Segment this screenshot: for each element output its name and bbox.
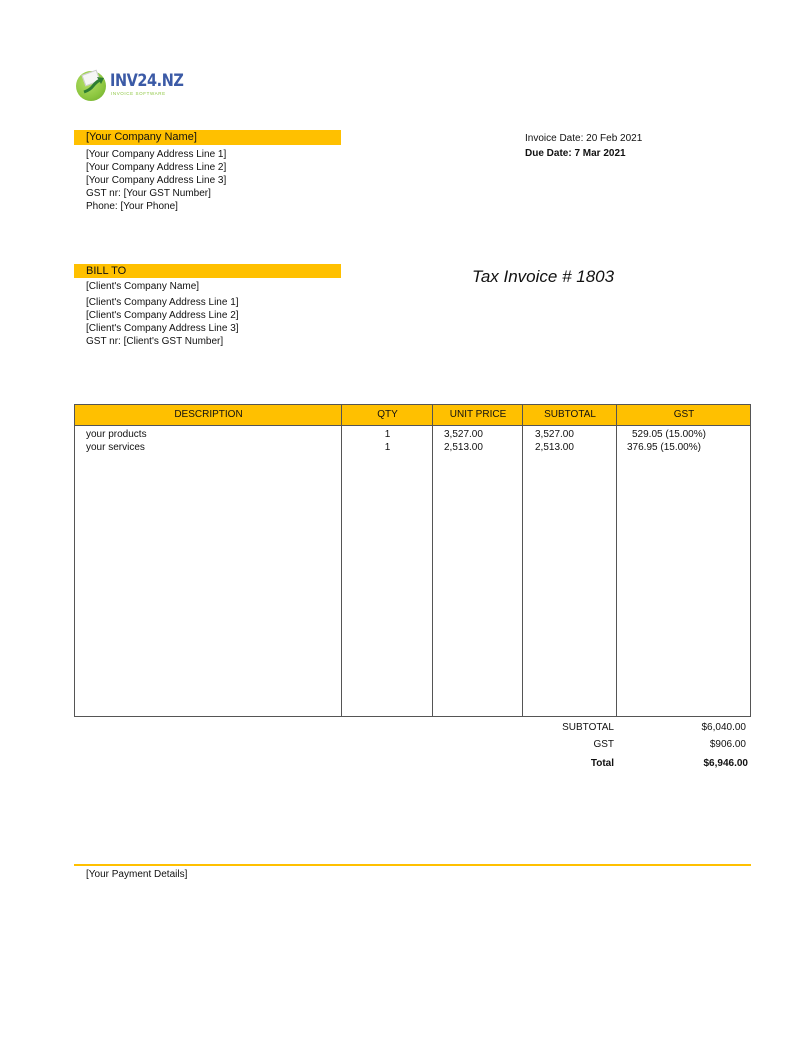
company-details: [86, 148, 226, 213]
due-date: Due Date: 7 Mar 2021: [525, 148, 626, 159]
logo-tagline: INVOICE SOFTWARE: [111, 91, 166, 96]
payment-divider: [74, 864, 751, 866]
row-unit-price: 2,513.00: [444, 442, 483, 453]
invoice-dates: [525, 132, 642, 160]
client-gst-number: GST nr: [Client's GST Number]: [86, 336, 224, 347]
company-address-line-2: [Your Company Address Line 2]: [86, 162, 227, 173]
logo-brand: INV24.NZ: [110, 71, 184, 91]
client-address-line-2: [Client's Company Address Line 2]: [86, 310, 239, 321]
header-unit-price: UNIT PRICE: [449, 409, 507, 420]
bill-to-band: [74, 264, 341, 278]
bill-to-heading: BILL TO: [86, 265, 127, 277]
gst-label: GST: [593, 739, 614, 750]
invoice-title: Tax Invoice # 1803: [472, 267, 615, 286]
gst-value: $906.00: [709, 739, 746, 750]
company-address-line-3: [Your Company Address Line 3]: [86, 175, 227, 186]
subtotal-value: $6,040.00: [701, 722, 746, 733]
bill-to-details: [86, 280, 239, 348]
company-name-band: [74, 130, 341, 145]
row-gst: 529.05 (15.00%): [632, 429, 706, 440]
client-address-line-1: [Client's Company Address Line 1]: [86, 297, 239, 308]
row-subtotal: 3,527.00: [535, 429, 574, 440]
row-gst: 376.95 (15.00%): [627, 442, 701, 453]
payment-details: [Your Payment Details]: [86, 869, 188, 880]
client-address-line-3: [Client's Company Address Line 3]: [86, 323, 239, 334]
subtotal-label: SUBTOTAL: [562, 722, 614, 733]
invoice-date: Invoice Date: 20 Feb 2021: [525, 133, 643, 144]
logo: [76, 68, 186, 102]
row-qty: 1: [384, 442, 391, 453]
header-description: DESCRIPTION: [174, 409, 243, 420]
row-subtotal: 2,513.00: [535, 442, 574, 453]
client-company-name: [Client's Company Name]: [86, 281, 200, 292]
growth-arrow-icon: [82, 74, 106, 96]
row-qty: 1: [384, 429, 391, 440]
row-unit-price: 3,527.00: [444, 429, 483, 440]
company-name: [Your Company Name]: [86, 131, 197, 143]
line-items-table: [74, 404, 751, 717]
company-phone: Phone: [Your Phone]: [86, 201, 178, 212]
total-value: $6,946.00: [703, 758, 748, 769]
header-gst: GST: [673, 409, 695, 420]
company-gst-number: GST nr: [Your GST Number]: [86, 188, 211, 199]
row-description: your products: [86, 429, 147, 440]
header-subtotal: SUBTOTAL: [544, 409, 596, 420]
company-address-line-1: [Your Company Address Line 1]: [86, 149, 227, 160]
row-description: your services: [86, 442, 145, 453]
header-qty: QTY: [377, 409, 398, 420]
total-label: Total: [590, 758, 614, 769]
